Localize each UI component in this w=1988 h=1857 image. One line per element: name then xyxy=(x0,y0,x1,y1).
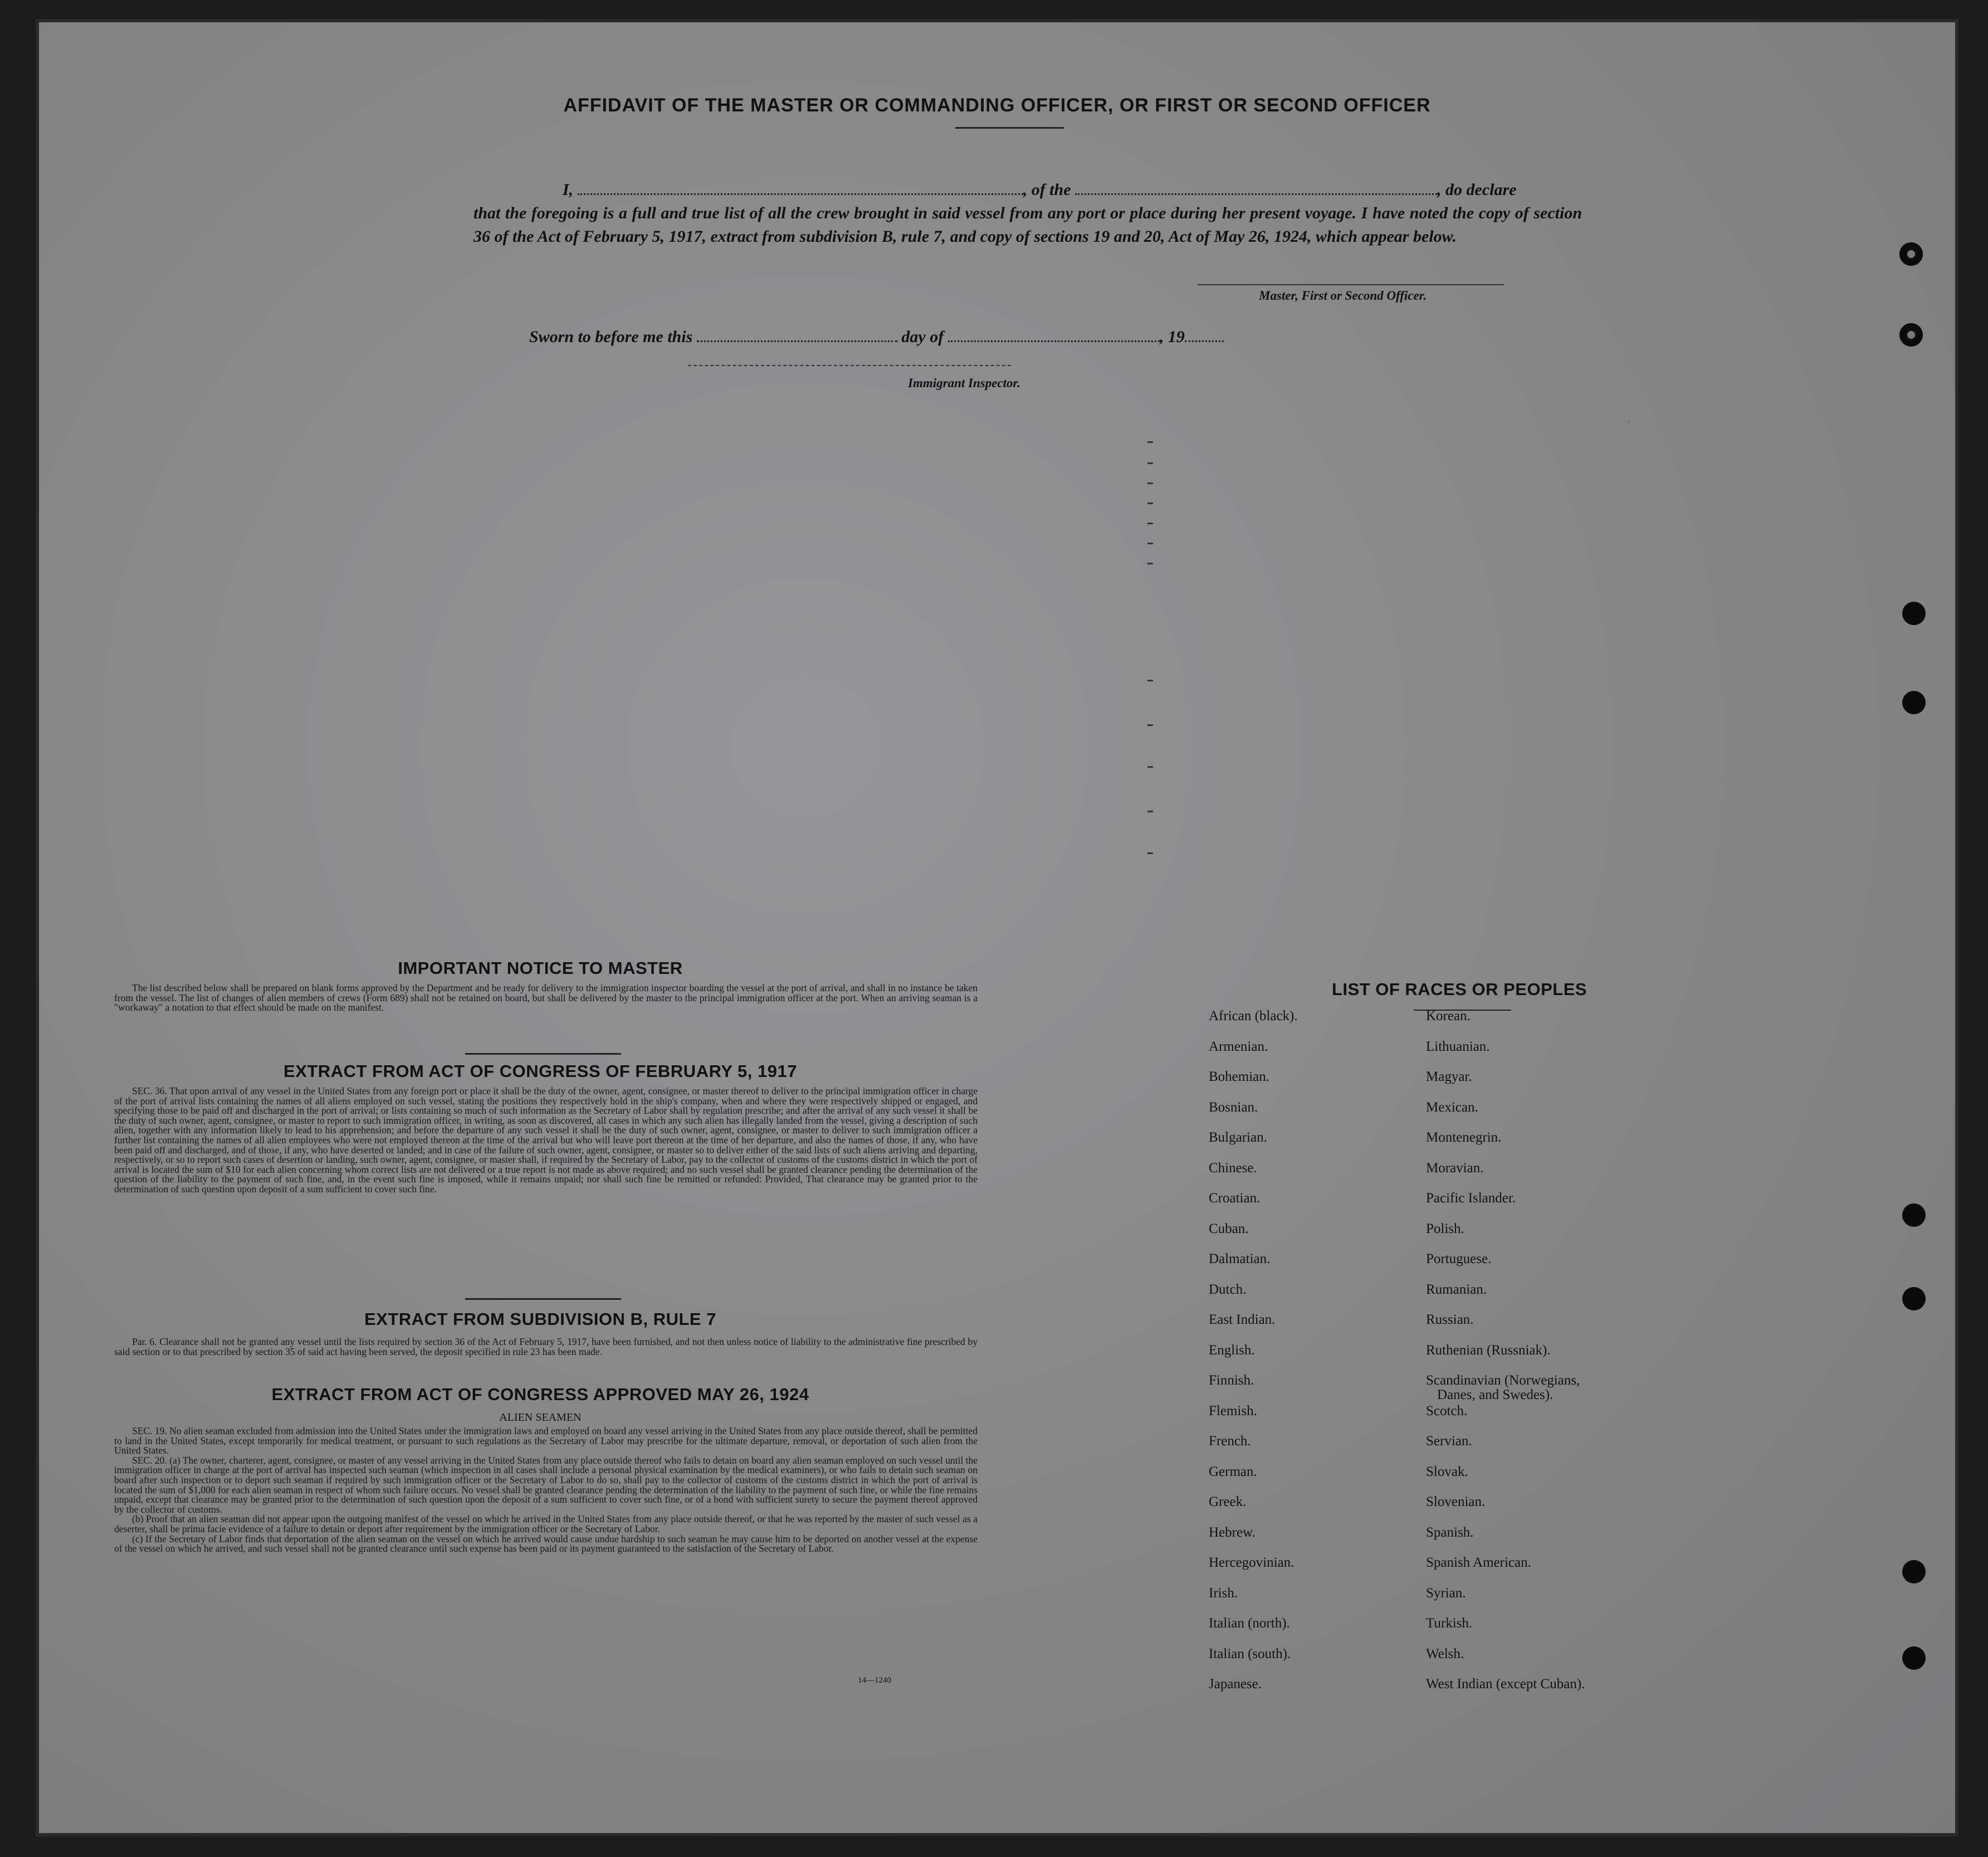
race-item: East Indian. xyxy=(1209,1312,1276,1327)
sworn-day-of: day of xyxy=(901,328,944,346)
race-item: Dalmatian. xyxy=(1209,1251,1271,1266)
master-signature-label: Master, First or Second Officer. xyxy=(1259,289,1427,303)
race-item: French. xyxy=(1209,1434,1251,1449)
race-item: Pacific Islander. xyxy=(1426,1191,1516,1206)
section-20a-paragraph: SEC. 20. (a) The owner, charterer, agent, consignee, or master of any vessel arriving in the United States from any place outside thereof who fails to detain on board any alien seaman employed on such vessel until the immigration officer in charge at the port of arrival has inspected such seaman (which inspection in all cases shall include a personal physical examination by the medical examiners), or who fails to detain such seaman on board after such inspection or to deport such seaman if required by such immigration officer or the Secretary of Labor to do so, shall pay to the collector of customs of the customs district in which the port of arrival is located the sum of $1,000 for each alien seaman in respect of whom such failure occurs. No vessel shall be granted clearance pending the determination of the liability to the payment of such fine, or while the fine remains unpaid, except that clearance may be granted prior to the determination of such question upon the deposit of a sum sufficient to cover such fine, or of a bond with sufficient surety to secure the payment thereof approved by the collector of customs. xyxy=(114,1454,978,1515)
dot-mark xyxy=(1147,811,1153,812)
sworn-line xyxy=(529,328,1224,347)
race-item: Danes, and Swedes). xyxy=(1437,1387,1554,1402)
dot-mark xyxy=(1147,441,1153,443)
sworn-year-blank[interactable] xyxy=(1185,328,1224,342)
sworn-year-prefix: , 19 xyxy=(1159,328,1185,346)
inspector-signature-line[interactable] xyxy=(688,365,1011,366)
punch-hole-icon xyxy=(1899,323,1923,347)
extract-rule7-title: EXTRACT FROM SUBDIVISION B, RULE 7 xyxy=(364,1309,716,1329)
race-item: Hebrew. xyxy=(1209,1524,1256,1540)
dot-mark xyxy=(1147,503,1153,504)
affidavit-of-the: , of the xyxy=(1023,181,1071,199)
race-item: Spanish American. xyxy=(1426,1555,1531,1570)
race-item: Bulgarian. xyxy=(1209,1130,1267,1145)
race-item: Scandinavian (Norwegians, xyxy=(1426,1373,1580,1388)
extract-1917-paragraph: SEC. 36. That upon arrival of any vessel in the United States from any foreign port or place it shall be the duty of the owner, agent, consignee, or master thereof to deliver to the principal immigration officer in charge of the port of arrival lists containing the names of all aliens employed on such vessel, stating the positions they respectively hold in the ship's company, when and where they were respectively shipped or engaged, and specifying those to be paid off and discharged in the port of arrival; or lists containing so much of such information as the Secretary of Labor shall by regulation prescribe; and after the arrival of any such vessel it shall be the duty of such owner, agent, consignee, or master to report to such immigration officer, in writing, as soon as discovered, all cases in which any such alien has illegally landed from the vessel, giving a description of such alien, together with any information likely to lead to his apprehension; and before the departure of any such vessel it shall be the duty of such owner, agent, consignee, or master to deliver to such immigration officer a further list containing the names of all alien employees who were not employed thereon at the time of the arrival but who will leave port thereon at the time of her departure, and also the names of those, if any, who have been paid off and discharged, and of those, if any, who have deserted or landed; and in case of the failure of such owner, agent, consignee, or master so to deliver either of the said lists of such aliens arriving and departing, respectively, or so to report such cases of desertion or landing, such owner, agent, consignee, or master shall, if required by the Secretary of Labor, pay to the collector of customs of the customs district in which the port of arrival is located the sum of $10 for each alien concerning whom correct lists are not delivered or a true report is not made as above required; and no such vessel shall be granted clearance pending the determination of the question of the liability to the payment of such fine, and, in the event such fine is imposed, while it remains unpaid; nor shall such fine be remitted or refunded: Provided, That clearance may be granted prior to the determination of such question upon deposit of a sum sufficient to cover such fine. xyxy=(114,1085,978,1195)
section-rule xyxy=(465,1298,621,1300)
extract-1924-body xyxy=(114,1426,978,1554)
race-item: Turkish. xyxy=(1426,1616,1473,1631)
race-item: Greek. xyxy=(1209,1494,1247,1509)
race-item: Croatian. xyxy=(1209,1191,1261,1206)
sworn-month-blank[interactable] xyxy=(948,328,1160,342)
section-rule xyxy=(465,1053,621,1055)
race-item: Dutch. xyxy=(1209,1281,1247,1297)
race-item: German. xyxy=(1209,1464,1257,1479)
race-item: Flemish. xyxy=(1209,1403,1257,1419)
master-signature-line[interactable] xyxy=(1198,284,1504,285)
extract-1924-subtitle: ALIEN SEAMEN xyxy=(499,1411,582,1424)
race-item: Bosnian. xyxy=(1209,1099,1258,1115)
race-item: Ruthenian (Russniak). xyxy=(1426,1342,1551,1358)
race-item: Bohemian. xyxy=(1209,1069,1270,1084)
extract-1917-body xyxy=(114,1086,978,1195)
race-item: Slovenian. xyxy=(1426,1494,1486,1509)
punch-hole-icon xyxy=(1902,602,1926,625)
race-item: Montenegrin. xyxy=(1426,1130,1502,1145)
punch-hole-icon xyxy=(1899,242,1923,266)
affidavit-do-declare: , do declare xyxy=(1437,181,1517,199)
punch-hole-icon xyxy=(1902,691,1926,714)
punch-hole-icon xyxy=(1902,1203,1926,1227)
race-item: Korean. xyxy=(1426,1008,1471,1023)
dot-mark xyxy=(1147,852,1153,854)
race-item: Chinese. xyxy=(1209,1160,1257,1176)
race-item: Finnish. xyxy=(1209,1373,1254,1388)
vessel-blank[interactable] xyxy=(1075,181,1437,195)
race-item: Moravian. xyxy=(1426,1160,1484,1176)
race-item: Welsh. xyxy=(1426,1646,1464,1661)
extract-rule7-body xyxy=(114,1337,978,1357)
section-20b-paragraph: (b) Proof that an alien seaman did not appear upon the outgoing manifest of the vessel on which he arrived in the United States from any place outside thereof, or that he was reported by the master of such vessel as a deserter, shall be prima facie evidence of a failure to detain or deport after requirement by the immigration officer or the Secretary of Labor. xyxy=(114,1513,978,1534)
dot-mark xyxy=(1147,680,1153,681)
race-item: Servian. xyxy=(1426,1434,1472,1449)
dot-mark xyxy=(1147,523,1153,524)
punch-hole-icon xyxy=(1902,1646,1926,1670)
race-item: Cuban. xyxy=(1209,1221,1249,1236)
races-title: LIST OF RACES OR PEOPLES xyxy=(1331,979,1588,999)
extract-1917-title: EXTRACT FROM ACT OF CONGRESS OF FEBRUARY 5, 1917 xyxy=(284,1061,797,1081)
race-item: Japanese. xyxy=(1209,1676,1262,1692)
race-item: Russian. xyxy=(1426,1312,1474,1327)
race-item: African (black). xyxy=(1209,1008,1298,1023)
notice-body xyxy=(114,983,978,1013)
race-item: Spanish. xyxy=(1426,1524,1474,1540)
race-item: West Indian (except Cuban). xyxy=(1426,1676,1585,1692)
dot-mark xyxy=(1147,462,1153,464)
title-rule xyxy=(955,127,1064,129)
race-item: Italian (north). xyxy=(1209,1616,1290,1631)
punch-hole-icon xyxy=(1902,1287,1926,1310)
race-item: Armenian. xyxy=(1209,1039,1268,1054)
race-item: English. xyxy=(1209,1342,1255,1358)
dot-mark xyxy=(1147,563,1153,564)
race-item: Lithuanian. xyxy=(1426,1039,1490,1054)
document-page xyxy=(39,22,1955,1833)
punch-hole-icon xyxy=(1902,1560,1926,1583)
race-item: Irish. xyxy=(1209,1585,1238,1601)
race-item: Scotch. xyxy=(1426,1403,1468,1419)
inspector-label: Immigrant Inspector. xyxy=(908,376,1020,390)
section-19-paragraph: SEC. 19. No alien seaman excluded from admission into the United States under the immigration laws and employed on board any vessel arriving in the United States from any place outside thereof, shall be permitted to land in the United States, except temporarily for medical treatment, or pursuant to such regulations as the Secretary of Labor may prescribe for the ultimate departure, removal, or deportation of such alien from the United States. xyxy=(114,1425,978,1456)
form-code: 14—1240 xyxy=(858,1676,891,1685)
name-blank[interactable] xyxy=(578,181,1023,195)
extract-1924-title: EXTRACT FROM ACT OF CONGRESS APPROVED MAY 26, 1924 xyxy=(271,1385,809,1404)
section-20c-paragraph: (c) If the Secretary of Labor finds that deportation of the alien seaman on the vessel on which he arrived would cause undue hardship to such seaman he may cause him to be deported on another vessel at the expense of the vessel on which he arrived, and such vessel shall not be granted clearance until such expense has been paid or its payment guaranteed to the satisfaction of the Secretary of Labor. xyxy=(114,1533,978,1554)
notice-paragraph: The list described below shall be prepared on blank forms approved by the Department and be ready for delivery to the immigration inspector boarding the vessel at the port of arrival, and shall in no instance be taken from the vessel. The list of changes of alien members of crews (Form 689) shall not be retained on board, but shall be delivered by the master to the principal immigration officer at the port. When an arriving seaman is a "workaway" a notation to that effect should be made on the manifest. xyxy=(114,982,978,1013)
affidavit-title: AFFIDAVIT OF THE MASTER OR COMMANDING OFFICER, OR FIRST OR SECOND OFFICER xyxy=(563,95,1431,116)
dot-mark xyxy=(1147,482,1153,484)
race-item: Rumanian. xyxy=(1426,1281,1487,1297)
sworn-day-blank[interactable] xyxy=(697,328,897,342)
dot-mark xyxy=(1147,724,1153,726)
affidavit-i-label: I, xyxy=(563,181,574,199)
race-item: Hercegovinian. xyxy=(1209,1555,1295,1570)
dot-mark xyxy=(1147,543,1153,544)
dot-mark xyxy=(1147,766,1153,768)
race-item: Polish. xyxy=(1426,1221,1464,1236)
affidavit-statement xyxy=(473,178,1621,248)
notice-title: IMPORTANT NOTICE TO MASTER xyxy=(398,958,683,978)
race-item: Italian (south). xyxy=(1209,1646,1291,1661)
extract-rule7-paragraph: Par. 6. Clearance shall not be granted any vessel until the lists required by section 36 of the Act of February 5, 1917, have been furnished, and not then unless notice of liability to the administrative fine prescribed by said section or to that prescribed by section 35 of said act having been served, the deposit specified in rule 23 has been made. xyxy=(114,1336,978,1357)
race-item: Slovak. xyxy=(1426,1464,1468,1479)
bleed-through-mark: · xyxy=(1626,412,1632,429)
race-item: Portuguese. xyxy=(1426,1251,1492,1266)
race-item: Syrian. xyxy=(1426,1585,1466,1601)
sworn-label: Sworn to before me this xyxy=(529,328,693,346)
race-item: Mexican. xyxy=(1426,1099,1478,1115)
race-item: Magyar. xyxy=(1426,1069,1472,1084)
affidavit-body: that the foregoing is a full and true list of all the crew brought in said vessel from any port or place during her present voyage. I have noted the copy of section 36 of the Act of February 5, 1917, extract from subdivision B, rule 7, and copy of sections 19 and 20, Act of May 26, 1924, which appear below. xyxy=(473,204,1582,246)
